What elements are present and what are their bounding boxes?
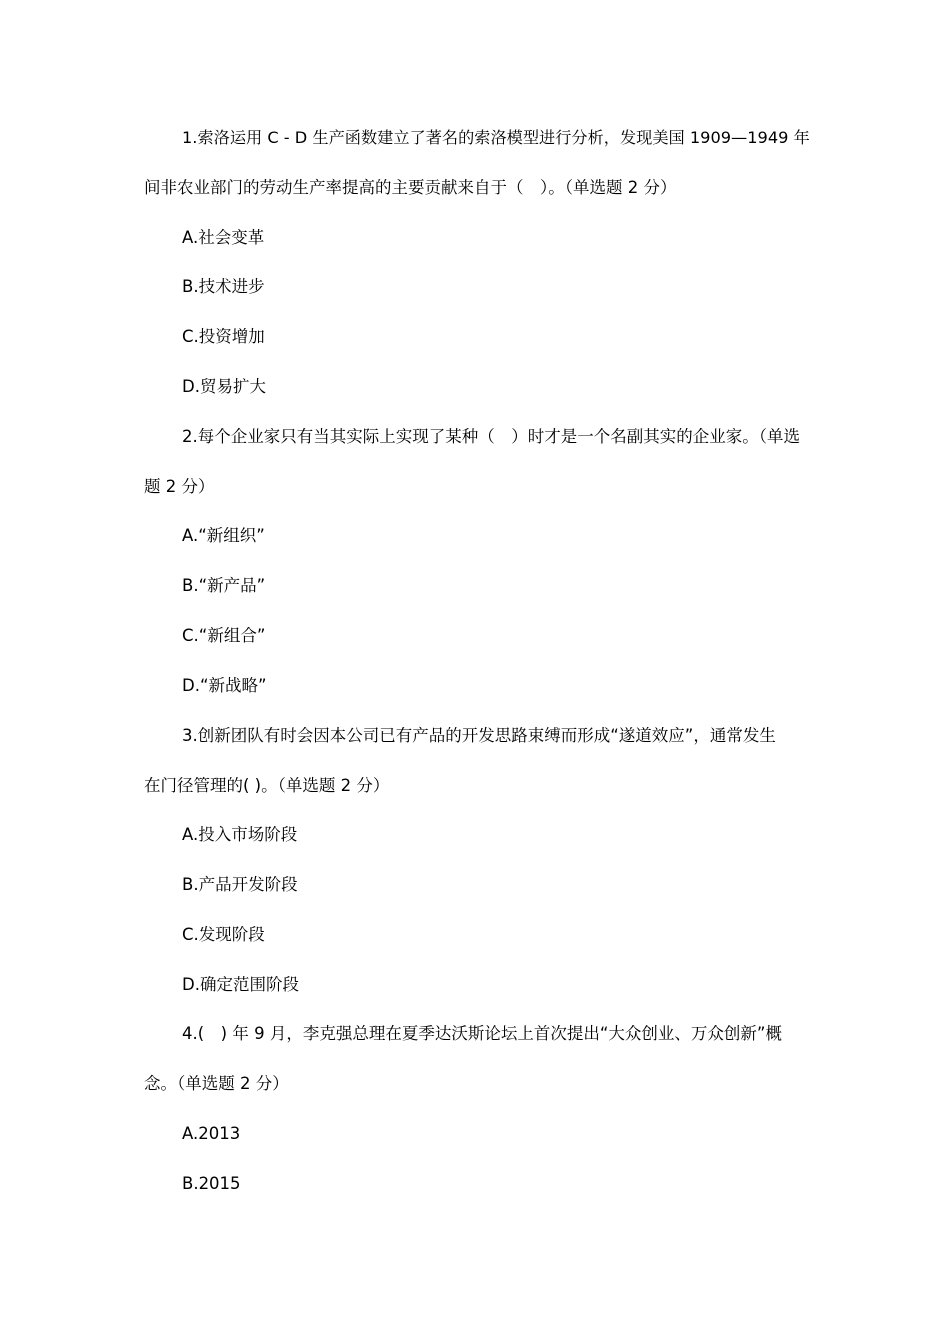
question-1-option-a: A.社会变革 <box>182 228 265 247</box>
question-1-stem-line-1: 1.索洛运用 C - D 生产函数建立了著名的索洛模型进行分析，发现美国 1909—1949 年 <box>182 128 810 147</box>
question-2-option-a: A.“新组织” <box>182 526 265 545</box>
question-3-option-b: B.产品开发阶段 <box>182 875 298 894</box>
question-4-option-b: B.2015 <box>182 1174 241 1193</box>
question-2-stem-line-1: 2.每个企业家只有当其实际上实现了某种（ ）时才是一个名副其实的企业家。（单选 <box>182 427 800 446</box>
question-2-option-c: C.“新组合” <box>182 626 266 645</box>
question-3-stem-line-1: 3.创新团队有时会因本公司已有产品的开发思路束缚而形成“遂道效应”，通常发生 <box>182 726 776 745</box>
question-2-option-d: D.“新战略” <box>182 676 267 695</box>
question-1-stem-line-2: 间非农业部门的劳动生产率提高的主要贡献来自于（ ）。（单选题 2 分） <box>144 178 677 197</box>
question-2-stem-line-2: 题 2 分） <box>144 477 215 496</box>
question-1-option-c: C.投资增加 <box>182 327 265 346</box>
question-4-option-a: A.2013 <box>182 1124 241 1143</box>
question-1-option-b: B.技术进步 <box>182 277 265 296</box>
question-3-stem-line-2: 在门径管理的( )。（单选题 2 分） <box>144 776 390 795</box>
question-3-option-a: A.投入市场阶段 <box>182 825 298 844</box>
question-1-option-d: D.贸易扩大 <box>182 377 266 396</box>
question-4-stem-line-2: 念。（单选题 2 分） <box>144 1074 289 1093</box>
question-2-option-b: B.“新产品” <box>182 576 266 595</box>
question-3-option-c: C.发现阶段 <box>182 925 265 944</box>
question-3-option-d: D.确定范围阶段 <box>182 975 299 994</box>
question-4-stem-line-1: 4.( ) 年 9 月，李克强总理在夏季达沃斯论坛上首次提出“大众创业、万众创新”概 <box>182 1024 782 1043</box>
